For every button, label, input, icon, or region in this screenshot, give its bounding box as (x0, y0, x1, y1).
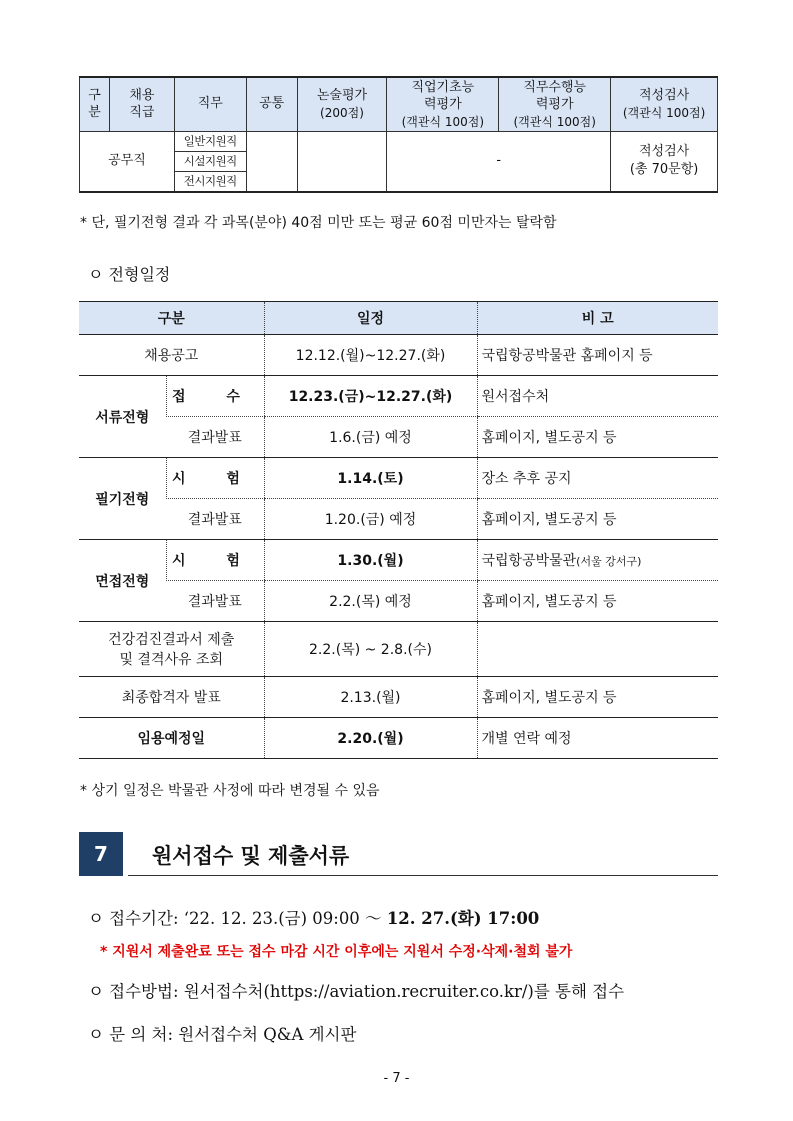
ability-cell: - (387, 131, 611, 192)
aptitude-count: (총 70문항) (629, 162, 699, 177)
schedule-note: * 상기 일정은 박물관 사정에 따라 변경될 수 있음 (80, 783, 380, 799)
essay-label: 논술평가 (316, 88, 368, 104)
essay-cell (297, 131, 387, 192)
header-hire-grade: 채용직급 (109, 77, 174, 131)
group-interview: 면접전형 (79, 540, 166, 622)
section-title: 원서접수 및 제출서류 (152, 844, 350, 868)
application-period (88, 905, 539, 929)
duty-item: 시설지원직 (175, 151, 246, 171)
duty-item: 전시지원직 (175, 171, 246, 191)
category-cell: 공무직 (80, 131, 175, 192)
row-sub: 결과발표 (166, 417, 264, 458)
row-note: 국립항공박물관 홈페이지 등 (477, 335, 718, 376)
group-document-screening: 서류전형 (79, 376, 166, 458)
header-essay (297, 77, 387, 131)
duty-item: 일반지원직 (183, 133, 237, 148)
written-exam-note: * 단, 필기전형 결과 각 과목(분야) 40점 미만 또는 평균 60점 미만자는 탈락함 (80, 215, 557, 231)
perf-label: 직무수행능력평가 (523, 79, 587, 113)
header-aptitude (611, 77, 718, 131)
perf-type: (객관식 100점) (513, 114, 596, 129)
section-divider (128, 875, 718, 876)
section-number: 7 (79, 832, 123, 876)
row-note: 장소 추후 공지 (477, 458, 718, 499)
row-date: 12.23.(금)~12.27.(화) (264, 376, 477, 417)
basic-label: 직업기초능력평가 (411, 79, 475, 113)
row-note: 홈페이지, 별도공지 등 (477, 417, 718, 458)
header-common: 공통 (246, 77, 297, 131)
common-cell (246, 131, 297, 192)
row-label: 최종합격자 발표 (79, 677, 264, 718)
row-date: 1.20.(금) 예정 (264, 499, 477, 540)
row-date: 2.13.(월) (264, 677, 477, 718)
submission-warning: * 지원서 제출완료 또는 접수 마감 시간 이후에는 지원서 수정·삭제·철회 불가 (100, 944, 573, 960)
row-label: 임용예정일 (79, 718, 264, 759)
schedule-table (79, 301, 718, 759)
period-deadline: 12. 27.(화) 17:00 (386, 909, 540, 928)
header-gubun: 구분 (80, 77, 110, 131)
row-note: 홈페이지, 별도공지 등 (477, 499, 718, 540)
row-date: 1.6.(금) 예정 (264, 417, 477, 458)
aptitude-type: (객관식 100점) (622, 105, 706, 120)
header-basic-ability (387, 77, 499, 131)
page-number: - 7 - (383, 1071, 410, 1086)
row-note: 원서접수처 (477, 376, 718, 417)
row-label: 채용공고 (79, 335, 264, 376)
row-note: 홈페이지, 별도공지 등 (477, 581, 718, 622)
header-remarks: 비 고 (477, 302, 718, 335)
row-sub: 결과발표 (166, 499, 264, 540)
group-written-exam: 필기전형 (79, 458, 166, 540)
row-note: 국립항공박물관(서울 강서구) (477, 540, 718, 581)
row-date: 1.30.(월) (264, 540, 477, 581)
row-date: 2.2.(목) ~ 2.8.(수) (264, 622, 477, 677)
row-date: 2.20.(월) (264, 718, 477, 759)
header-schedule: 일정 (264, 302, 477, 335)
row-sub: 접 수 (166, 376, 264, 417)
row-note (477, 622, 718, 677)
aptitude-cell (611, 131, 718, 192)
duty-list (174, 131, 246, 192)
row-sub: 시 험 (166, 540, 264, 581)
row-label: 건강검진결과서 제출 및 결격사유 조회 (79, 622, 264, 677)
application-method: ㅇ 접수방법: 원서접수처(https://aviation.recruiter.co.kr/)를 통해 접수 (88, 982, 625, 1001)
row-date: 12.12.(월)~12.27.(화) (264, 335, 477, 376)
inquiry: ㅇ 문 의 처: 원서접수처 Q&A 게시판 (88, 1025, 357, 1044)
row-sub: 결과발표 (166, 581, 264, 622)
aptitude-text: 적성검사 (638, 144, 690, 160)
row-date: 2.2.(목) 예정 (264, 581, 477, 622)
essay-points: (200점) (320, 105, 364, 120)
period-text: ㅇ 접수기간: ‘22. 12. 23.(금) 09:00 ～ (88, 909, 387, 928)
aptitude-label: 적성검사 (638, 88, 690, 104)
header-duty: 직무 (174, 77, 246, 131)
row-sub: 시 험 (166, 458, 264, 499)
schedule-heading: ㅇ 전형일정 (88, 265, 171, 284)
exam-subject-table (79, 76, 718, 193)
row-note: 홈페이지, 별도공지 등 (477, 677, 718, 718)
basic-type: (객관식 100점) (401, 114, 485, 129)
row-date: 1.14.(토) (264, 458, 477, 499)
header-category: 구분 (79, 302, 264, 335)
row-note: 개별 연락 예정 (477, 718, 718, 759)
header-job-performance (499, 77, 611, 131)
